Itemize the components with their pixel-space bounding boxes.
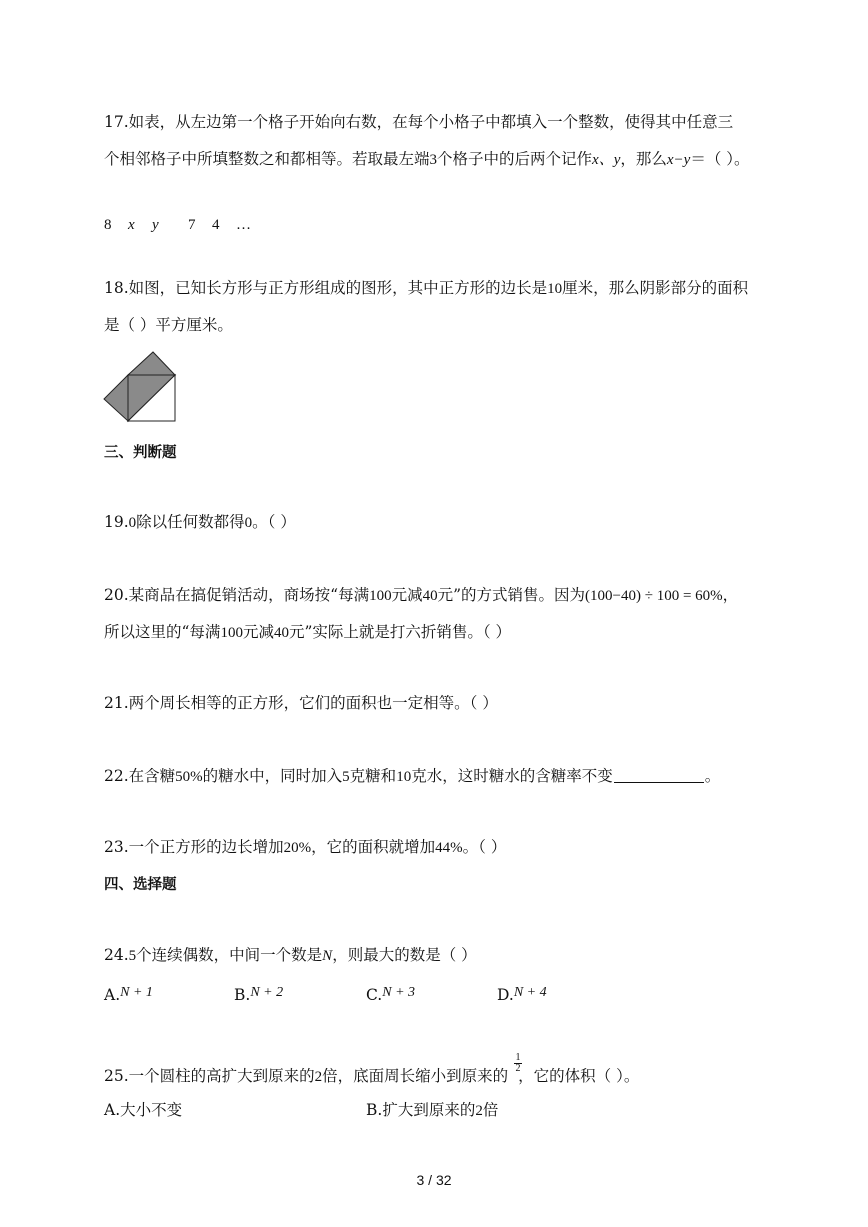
- section-heading-choice: 四、选择题: [104, 877, 177, 893]
- section-heading-judgement: 三、判断题: [104, 445, 177, 461]
- sequence-cell: 7: [188, 217, 196, 233]
- q22: 22.在含糖50%的糖水中，同时加入5克糖和10克水，这时糖水的含糖率不变 。: [104, 767, 721, 785]
- q24-option-d[interactable]: D.N + 4: [497, 985, 547, 1004]
- fraction-denominator: 2: [515, 1063, 521, 1074]
- q18-line2: 是（ ）平方厘米。: [104, 316, 233, 334]
- q25: 25.一个圆柱的高扩大到原来的2倍，底面周长缩小到原来的 ，它的体积（ ）。: [104, 1067, 640, 1085]
- q24-option-c[interactable]: C.N + 3: [366, 985, 416, 1004]
- shaded-top-triangle: [128, 352, 175, 375]
- q24-option-b[interactable]: B.N + 2: [234, 985, 284, 1004]
- shaded-left-triangle: [104, 375, 128, 421]
- q25-option-b[interactable]: B.扩大到原来的2倍: [366, 1101, 499, 1119]
- q17-line1: 17.如表，从左边第一个格子开始向右数，在每个小格子中都填入一个整数，使得其中任意三: [104, 113, 734, 131]
- sequence-cell: x: [128, 217, 135, 233]
- q20-line2: 所以这里的“每满100元减40元”实际上就是打六折销售。（ ）: [104, 623, 512, 641]
- answer-blank[interactable]: [614, 766, 704, 783]
- q21: 21.两个周长相等的正方形，它们的面积也一定相等。（ ）: [104, 694, 498, 712]
- q20-line1: 20.某商品在搞促销活动，商场按“每满100元减40元”的方式销售。因为(100−40) ÷ 100 = 60%，: [104, 586, 739, 604]
- sequence-cell: 4: [212, 217, 220, 233]
- q24-option-a[interactable]: A.N + 1: [104, 985, 153, 1004]
- sequence-cell: 8: [104, 217, 112, 233]
- q25-option-a[interactable]: A.大小不变: [104, 1101, 183, 1119]
- q17-sequence-table: [104, 213, 260, 236]
- q19: 19.0除以任何数都得0。（ ）: [104, 513, 296, 531]
- q24: 24.5个连续偶数，中间一个数是N，则最大的数是（ ）: [104, 946, 477, 964]
- page-number: 3 / 32: [416, 1172, 452, 1188]
- q17-line2: 个相邻格子中所填整数之和都相等。若取最左端3个格子中的后两个记作x、y，那么x−y＝（ ）。: [104, 150, 750, 168]
- sequence-cell: …: [236, 217, 251, 233]
- sequence-cell: y: [152, 217, 159, 233]
- q18-figure: [102, 350, 180, 426]
- fraction-one-half: [514, 1053, 522, 1074]
- q23: 23.一个正方形的边长增加20%，它的面积就增加44%。（ ）: [104, 838, 507, 856]
- q18-line1: 18.如图，已知长方形与正方形组成的图形，其中正方形的边长是10厘米，那么阴影部分的面积: [104, 279, 749, 297]
- fraction-numerator: 1: [515, 1052, 521, 1063]
